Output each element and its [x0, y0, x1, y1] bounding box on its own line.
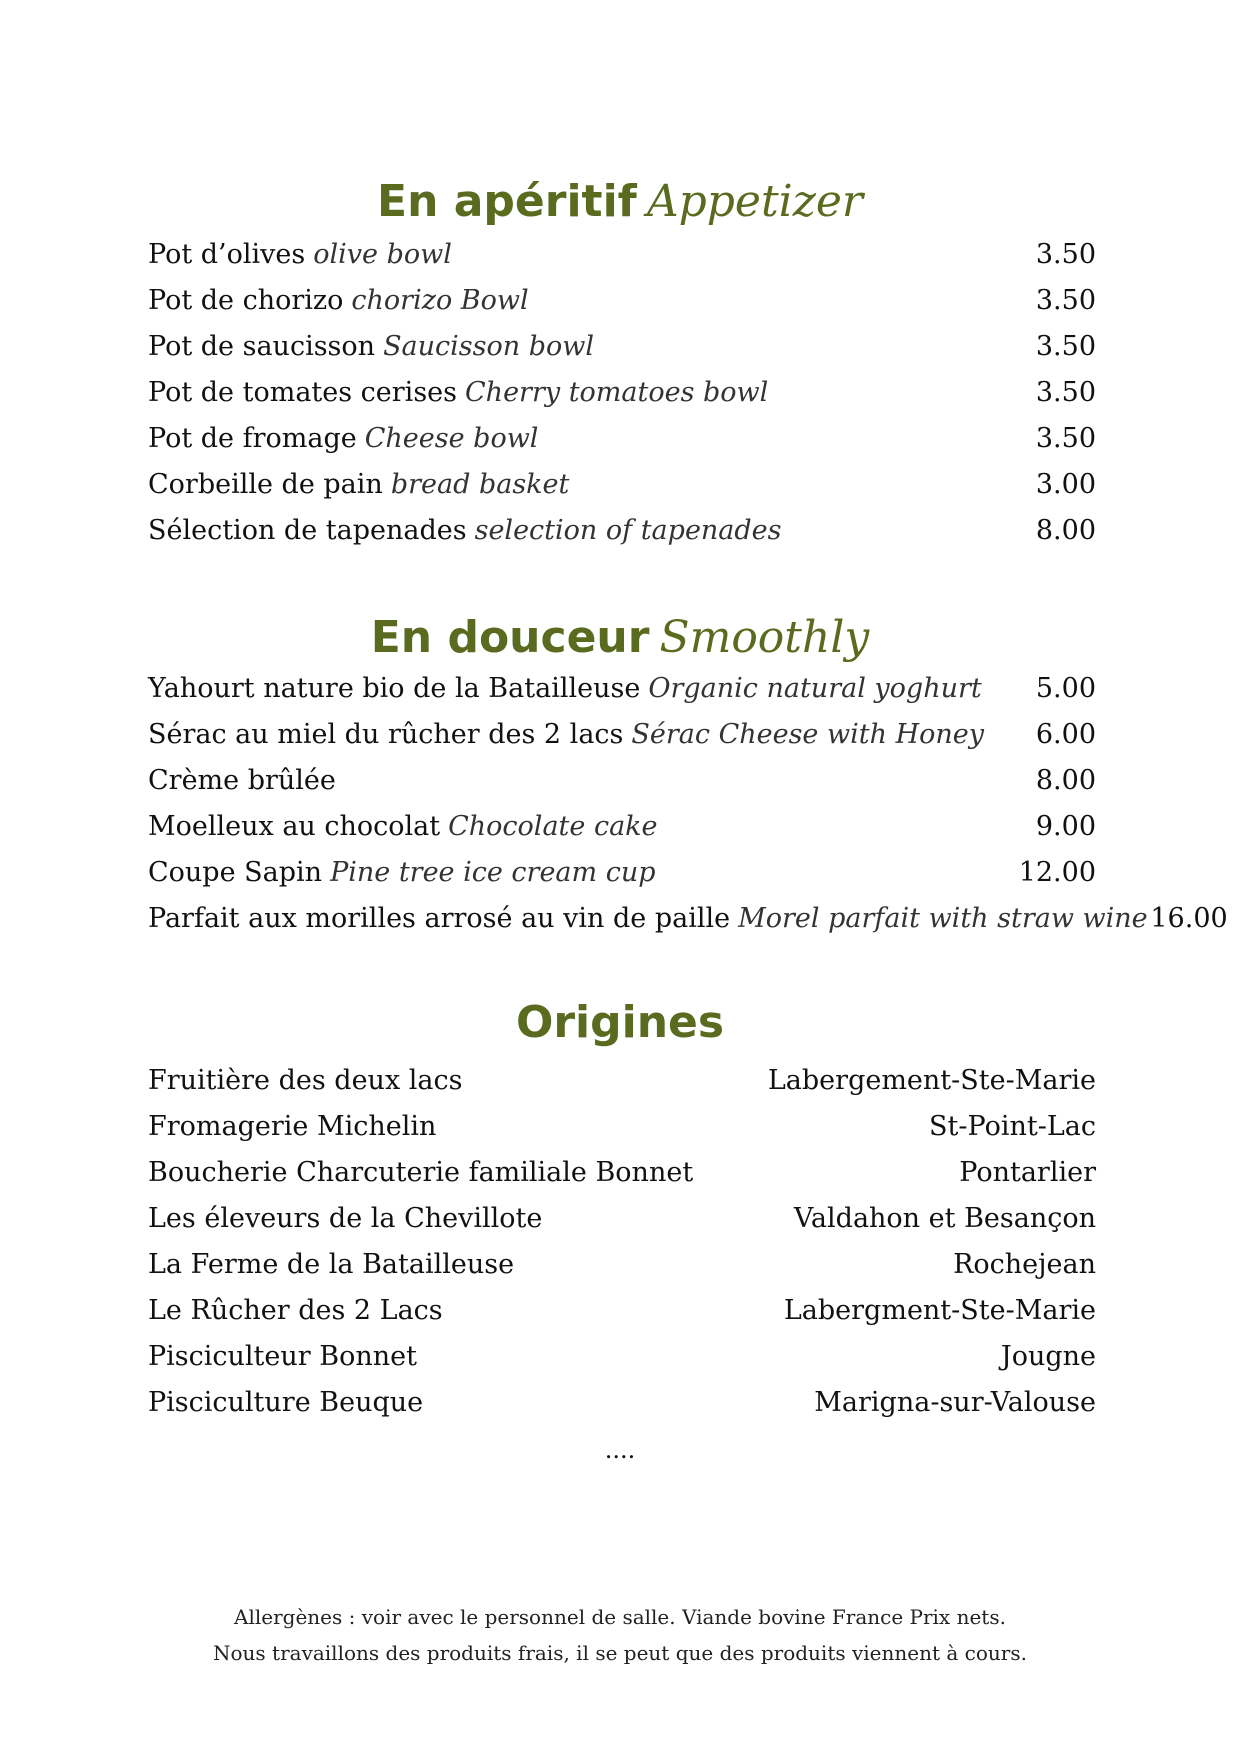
origin-row — [148, 1380, 1096, 1426]
appetizer-item-name-en: Cherry tomatoes bowl — [465, 377, 769, 408]
dessert-item-price: 12.00 — [1018, 857, 1096, 888]
dessert-item-price: 9.00 — [1035, 811, 1096, 842]
appetizer-item-name-fr: Pot de chorizo — [148, 285, 344, 316]
dessert-item-label — [148, 712, 984, 758]
dessert-row — [148, 850, 1096, 896]
origin-town: Marigna-sur-Valouse — [814, 1387, 1096, 1418]
origin-row — [148, 1242, 1096, 1288]
dessert-item-name-fr: Parfait aux morilles arrosé au vin de paille — [148, 903, 731, 934]
appetizer-title — [0, 174, 1240, 230]
appetizer-item-name-fr: Sélection de tapenades — [148, 515, 467, 546]
origin-producer: Le Rûcher des 2 Lacs — [148, 1295, 443, 1326]
appetizer-title-en: Appetizer — [646, 176, 863, 227]
dessert-item-price: 16.00 — [1150, 903, 1228, 934]
appetizer-item-name-en: Cheese bowl — [364, 423, 539, 454]
dessert-item-label — [148, 896, 1148, 942]
dessert-item-name-en: Sérac Cheese with Honey — [631, 719, 984, 750]
origin-producer: La Ferme de la Batailleuse — [148, 1249, 515, 1280]
appetizer-item-label — [148, 462, 569, 508]
origin-town: Rochejean — [953, 1249, 1096, 1280]
origin-town: Jougne — [1000, 1341, 1096, 1372]
appetizer-item-label — [148, 416, 538, 462]
appetizer-item-label — [148, 370, 768, 416]
dessert-item-name-fr: Sérac au miel du rûcher des 2 lacs — [148, 719, 624, 750]
origin-row — [148, 1334, 1096, 1380]
appetizer-item-label — [148, 324, 594, 370]
appetizer-item-price: 3.50 — [1035, 285, 1096, 316]
dessert-item-price: 6.00 — [1035, 719, 1096, 750]
dessert-item-name-fr: Coupe Sapin — [148, 857, 323, 888]
dessert-item-label — [148, 850, 656, 896]
dessert-row — [148, 712, 1096, 758]
origins-ellipsis: .... — [604, 1436, 636, 1464]
appetizer-item-price: 3.50 — [1035, 377, 1096, 408]
appetizer-item-name-en: selection of tapenades — [474, 515, 782, 546]
appetizer-item-name-en: bread basket — [390, 469, 570, 500]
origins-list — [148, 1058, 1096, 1426]
dessert-item-label — [148, 804, 658, 850]
appetizer-row — [148, 324, 1096, 370]
dessert-title-en: Smoothly — [659, 612, 870, 663]
dessert-item-name-fr: Moelleux au chocolat — [148, 811, 441, 842]
appetizer-item-label — [148, 508, 782, 554]
appetizer-item-name-fr: Pot de fromage — [148, 423, 357, 454]
dessert-item-name-fr: Crème brûlée — [148, 765, 336, 796]
appetizer-item-name-en: Saucisson bowl — [383, 331, 595, 362]
origin-row — [148, 1058, 1096, 1104]
origin-town: Labergment-Ste-Marie — [783, 1295, 1096, 1326]
footer-line-2: Nous travaillons des produits frais, il se peut que des produits viennent à cours. — [213, 1641, 1027, 1665]
dessert-item-name-en: Chocolate cake — [448, 811, 658, 842]
appetizer-item-name-en: chorizo Bowl — [351, 285, 529, 316]
appetizer-list — [148, 232, 1096, 554]
appetizer-row — [148, 370, 1096, 416]
dessert-item-name-fr: Yahourt nature bio de la Batailleuse — [148, 673, 641, 704]
dessert-item-price: 5.00 — [1035, 673, 1096, 704]
appetizer-item-name-fr: Pot de tomates cerises — [148, 377, 458, 408]
dessert-row — [148, 666, 1096, 712]
appetizer-row — [148, 232, 1096, 278]
appetizer-row — [148, 508, 1096, 554]
origin-producer: Fruitière des deux lacs — [148, 1065, 463, 1096]
appetizer-item-name-fr: Pot d’olives — [148, 239, 306, 270]
appetizer-row — [148, 462, 1096, 508]
appetizer-item-name-en: olive bowl — [313, 239, 452, 270]
appetizer-item-label — [148, 278, 529, 324]
appetizer-item-price: 3.50 — [1035, 331, 1096, 362]
appetizer-item-name-fr: Corbeille de pain — [148, 469, 383, 500]
origin-producer: Pisciculteur Bonnet — [148, 1341, 417, 1372]
origins-title-text: Origines — [515, 997, 725, 1048]
appetizer-item-name-fr: Pot de saucisson — [148, 331, 376, 362]
origin-producer: Fromagerie Michelin — [148, 1111, 437, 1142]
appetizer-row — [148, 278, 1096, 324]
origin-row — [148, 1150, 1096, 1196]
origin-town: Valdahon et Besançon — [793, 1203, 1096, 1234]
dessert-title-fr: En douceur — [370, 612, 650, 663]
dessert-row — [148, 758, 1096, 804]
appetizer-row — [148, 416, 1096, 462]
origin-producer: Pisciculture Beuque — [148, 1387, 424, 1418]
dessert-item-price: 8.00 — [1035, 765, 1096, 796]
appetizer-item-price: 3.50 — [1035, 423, 1096, 454]
dessert-item-label — [148, 666, 982, 712]
appetizer-title-fr: En apéritif — [377, 176, 637, 227]
dessert-row — [148, 804, 1096, 850]
dessert-row — [148, 896, 1228, 942]
dessert-item-name-en: Pine tree ice cream cup — [330, 857, 656, 888]
dessert-item-name-en: Organic natural yoghurt — [648, 673, 982, 704]
dessert-list — [148, 666, 1228, 942]
appetizer-item-price: 8.00 — [1035, 515, 1096, 546]
origin-town: Pontarlier — [959, 1157, 1096, 1188]
dessert-item-name-en: Morel parfait with straw wine — [738, 903, 1148, 934]
appetizer-item-price: 3.00 — [1035, 469, 1096, 500]
appetizer-item-price: 3.50 — [1035, 239, 1096, 270]
dessert-item-label — [148, 758, 336, 804]
origin-producer: Boucherie Charcuterie familiale Bonnet — [148, 1157, 694, 1188]
origin-row — [148, 1196, 1096, 1242]
origin-row — [148, 1288, 1096, 1334]
dessert-title — [0, 610, 1240, 666]
origin-row — [148, 1104, 1096, 1150]
footer-line-1: Allergènes : voir avec le personnel de salle. Viande bovine France Prix nets. — [234, 1605, 1006, 1629]
appetizer-item-label — [148, 232, 452, 278]
origin-town: Labergement-Ste-Marie — [767, 1065, 1096, 1096]
origin-town: St-Point-Lac — [929, 1111, 1096, 1142]
origin-producer: Les éleveurs de la Chevillote — [148, 1203, 543, 1234]
origins-title — [0, 995, 1240, 1051]
